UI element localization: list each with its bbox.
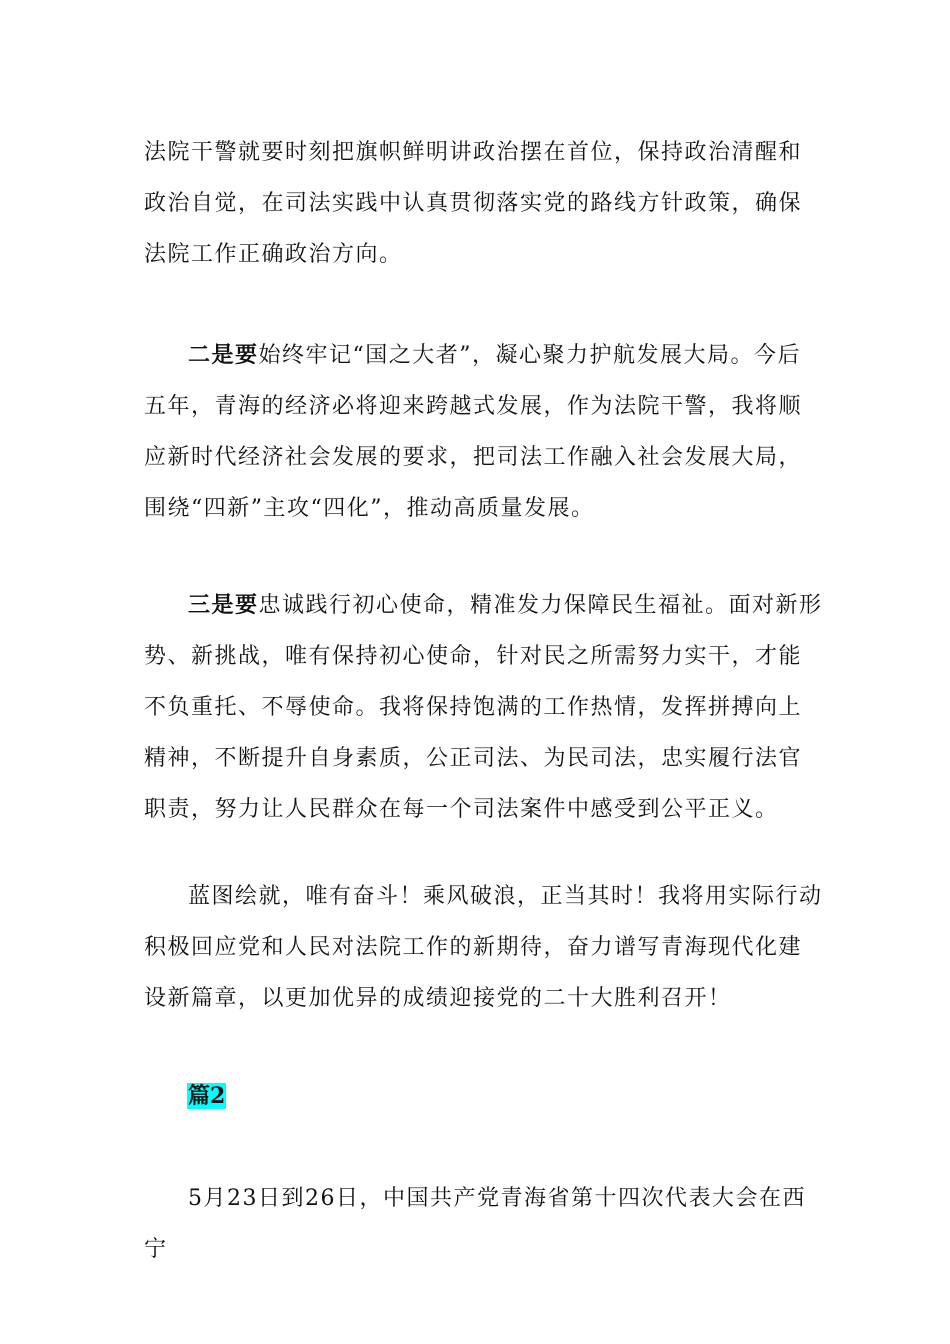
paragraph-text: 忠诚践行初心使命，精准发力保障民生福祉。面对新形势、新挑战，唯有保持初心使命，针对民之所需努力实干，才能不负重托、不辱使命。我将保持饱满的工作热情，发挥拼搏向上精神，不断提升自身素质，公正司法、为民司法，忠实履行法官职责，努力让人民群众在每一个司法案件中感受到公平正义。 [144,593,823,822]
paragraph-text: 蓝图绘就，唯有奋斗！乘风破浪，正当其时！我将用实际行动积极回应党和人民对法院工作的新期待，奋力谱写青海现代化建设新篇章，以更加优异的成绩迎接党的二十大胜利召开！ [144,884,823,1011]
paragraph-lead-bold: 二是要 [188,342,259,368]
section-heading [187,1082,226,1110]
section-heading-text: 篇2 [188,1083,226,1109]
paragraph-text: 始终牢记“国之大者”，凝心聚力护航发展大局。今后五年，青海的经济必将迎来跨越式发展，作为法院干警，我将顺应新时代经济社会发展的要求，把司法工作融入社会发展大局，围绕“四新”主攻“四化”，推动高质量发展。 [144,343,803,521]
paragraph-conclusion [144,871,824,1024]
paragraph-second-point [144,330,824,534]
paragraph-text: 法院干警就要时刻把旗帜鲜明讲政治摆在首位，保持政治清醒和政治自觉，在司法实践中认真贯彻落实党的路线方针政策，确保法院工作正确政治方向。 [144,140,803,267]
paragraph-lead-bold: 三是要 [188,592,259,618]
paragraph-congress-intro [144,1173,824,1275]
paragraph-third-point [144,580,824,835]
paragraph-text: 5月23日到26日，中国共产党青海省第十四次代表大会在西宁 [144,1186,806,1262]
paragraph-political-direction [144,127,824,280]
